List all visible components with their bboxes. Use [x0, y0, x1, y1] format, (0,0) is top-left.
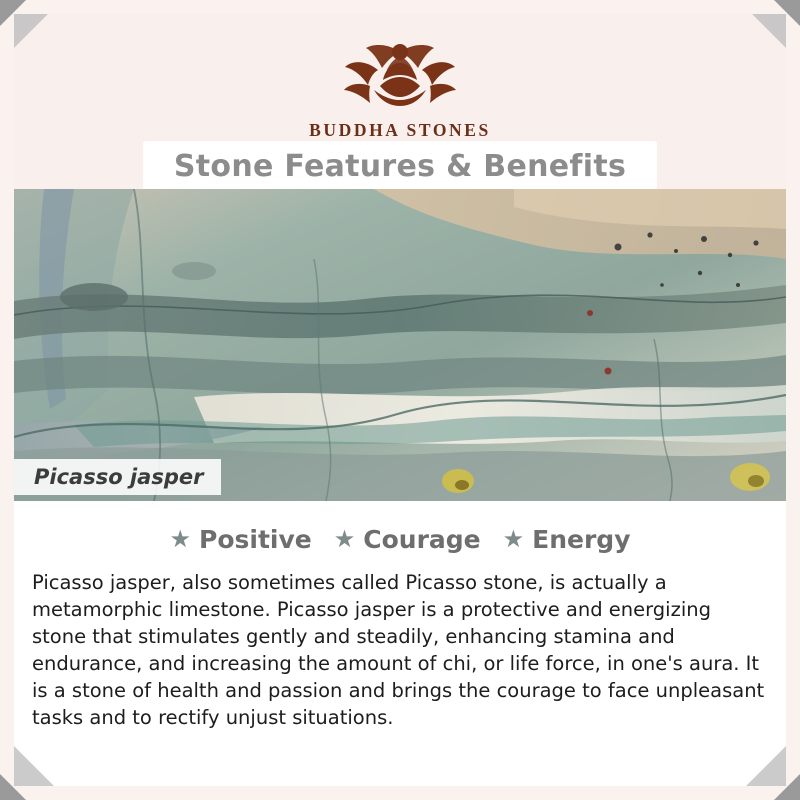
- lotus-meditation-figure-icon: [340, 30, 460, 116]
- content-panel: [14, 501, 786, 786]
- keyword-label: Courage: [363, 525, 481, 554]
- keyword-item: [169, 525, 311, 554]
- keyword-label: Energy: [532, 525, 631, 554]
- poster-inner-frame: [14, 14, 786, 786]
- stone-name-label: [14, 459, 221, 495]
- star-icon: ★: [333, 525, 356, 553]
- accent-bottom-right: [746, 746, 786, 786]
- star-icon: ★: [502, 525, 525, 553]
- accent-inner-top-left: [14, 14, 48, 48]
- stone-photo: [14, 189, 786, 501]
- title-bar: [14, 142, 786, 193]
- keyword-list: [14, 501, 786, 554]
- keyword-item: [334, 525, 481, 554]
- title-box: [144, 142, 656, 193]
- stone-name-text: Picasso jasper: [34, 465, 204, 489]
- star-icon: ★: [169, 525, 191, 553]
- accent-inner-top-right: [752, 14, 786, 48]
- accent-bottom-left: [14, 746, 54, 786]
- logo-wrap: [14, 14, 786, 141]
- stone-description: Picasso jasper, also sometimes called Picasso stone, is actually a metamorphic limestone. Picasso jasper is a protective and energizing stone that stimulates gently and steadily, enhancing stamina and endurance, and increasing the amount of chi, or life force, in one's aura. It is a stone of health and passion and brings the courage to face unpleasant tasks and to rectify unjust situations.: [32, 571, 765, 729]
- keyword-label: Positive: [199, 525, 312, 554]
- brand-name: BUDDHA STONES: [309, 120, 491, 140]
- keyword-item: [503, 525, 631, 554]
- page-title: Stone Features & Benefits: [173, 149, 627, 184]
- stone-photo-image: [14, 189, 786, 501]
